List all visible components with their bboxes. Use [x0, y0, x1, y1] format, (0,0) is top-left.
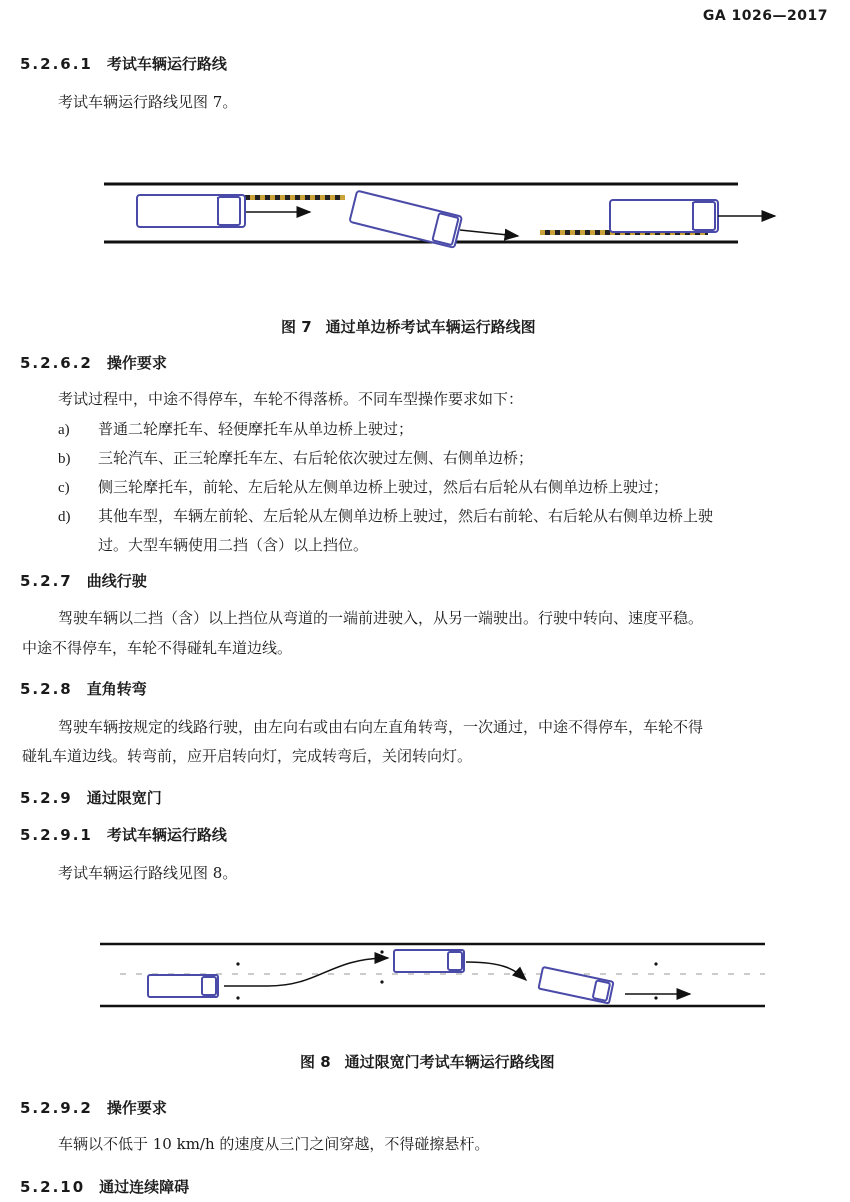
section-title: 考试车辆运行路线	[106, 826, 227, 844]
list-label: c)	[58, 480, 70, 496]
section-heading-527	[20, 570, 147, 591]
list-item	[58, 472, 668, 503]
list-label: b)	[58, 451, 71, 467]
section-title: 直角转弯	[86, 680, 147, 698]
section-heading-5262	[20, 352, 167, 373]
paragraph-5292: 车辆以不低于 10 km/h 的速度从三门之间穿越，不得碰擦悬杆。	[58, 1135, 490, 1153]
single-bridge-left	[245, 195, 345, 200]
list-text: 三轮汽车、正三轮摩托车左、右后轮依次驶过左侧、右侧单边桥；	[98, 449, 534, 467]
section-title: 操作要求	[106, 354, 167, 372]
list-text: 其他车型，车辆左前轮、左后轮从左侧单边桥上驶过，然后右前轮、右后轮从右侧单边桥上驶	[98, 507, 714, 525]
vehicle-a	[148, 975, 218, 997]
section-number: 5.2.9.2	[20, 1099, 93, 1117]
vehicle-3	[610, 200, 718, 232]
list-item-continuation: 过。大型车辆使用二挡（含）以上挡位。	[98, 536, 369, 554]
section-number: 5.2.8	[20, 680, 73, 698]
section-title: 考试车辆运行路线	[106, 55, 227, 73]
list-label: a)	[58, 422, 70, 438]
paragraph-5261: 考试车辆运行路线见图 7。	[58, 93, 238, 111]
figure-number: 图 7	[281, 318, 312, 336]
figure-caption-text: 通过单边桥考试车辆运行路线图	[325, 318, 536, 336]
paragraph-5291: 考试车辆运行路线见图 8。	[58, 864, 238, 882]
section-heading-5291	[20, 824, 227, 845]
figure-7-caption	[281, 316, 536, 337]
section-number: 5.2.10	[20, 1178, 86, 1196]
paragraph-527-line1: 驾驶车辆以二挡（含）以上挡位从弯道的一端前进驶入，从另一端驶出。行驶中转向、速度平稳。	[58, 609, 704, 627]
path-arrow-a	[224, 958, 388, 986]
single-bridge-right	[540, 230, 708, 235]
vehicle-b	[394, 950, 464, 972]
path-arrow-2	[460, 230, 518, 236]
section-number: 5.2.7	[20, 572, 73, 590]
section-number: 5.2.9	[20, 789, 73, 807]
paragraph-5262-intro: 考试过程中，中途不得停车，车轮不得落桥。不同车型操作要求如下：	[58, 390, 524, 408]
gate-posts	[236, 950, 657, 999]
paragraph-528-line1: 驾驶车辆按规定的线路行驶，由左向右或由右向左直角转弯，一次通过，中途不得停车，车轮不得	[58, 718, 704, 736]
section-number: 5.2.9.1	[20, 826, 93, 844]
standard-header: GA 1026—2017	[702, 8, 828, 24]
section-title: 操作要求	[106, 1099, 167, 1117]
section-heading-5210	[20, 1176, 189, 1197]
vehicle-c	[538, 967, 613, 1003]
path-arrow-b	[466, 962, 526, 980]
paragraph-528-line2: 碰轧车道边线。转弯前，应开启转向灯，完成转弯后，关闭转向灯。	[22, 747, 473, 765]
paragraph-527-line2: 中途不得停车，车轮不得碰轧车道边线。	[22, 639, 293, 657]
section-heading-5292	[20, 1097, 167, 1118]
list-item	[58, 443, 533, 474]
vehicle-2	[349, 191, 462, 248]
figure-number: 图 8	[300, 1053, 331, 1071]
section-heading-529	[20, 787, 162, 808]
figure-caption-text: 通过限宽门考试车辆运行路线图	[344, 1053, 555, 1071]
list-text: 侧三轮摩托车，前轮、左后轮从左侧单边桥上驶过，然后右后轮从右侧单边桥上驶过；	[98, 478, 669, 496]
figure-8-caption	[300, 1051, 555, 1072]
list-label: d)	[58, 509, 71, 525]
section-title: 通过限宽门	[86, 789, 162, 807]
list-item	[58, 414, 413, 445]
list-text: 普通二轮摩托车、轻便摩托车从单边桥上驶过；	[98, 420, 414, 438]
section-heading-5261	[20, 53, 227, 74]
list-item	[58, 501, 713, 532]
section-number: 5.2.6.2	[20, 354, 93, 372]
section-title: 通过连续障碍	[99, 1178, 190, 1196]
section-heading-528	[20, 678, 147, 699]
vehicle-1	[137, 195, 245, 227]
section-number: 5.2.6.1	[20, 55, 93, 73]
section-title: 曲线行驶	[86, 572, 147, 590]
